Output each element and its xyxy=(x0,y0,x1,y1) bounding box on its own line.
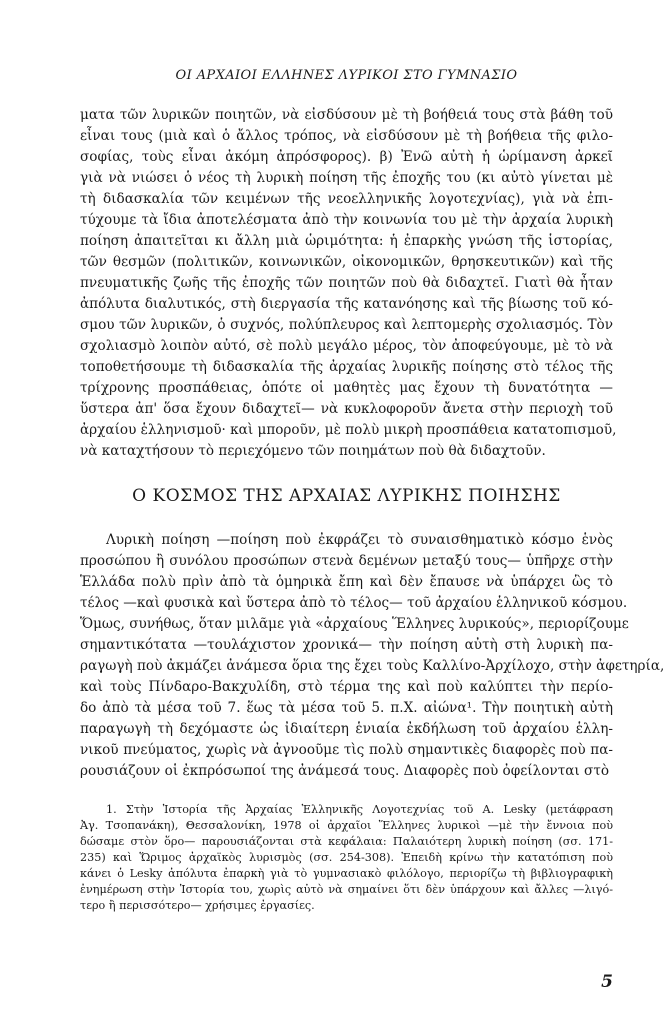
section-heading: Ο ΚΟΣΜΟΣ ΤΗΣ ΑΡΧΑΙΑΣ ΛΥΡΙΚΗΣ ΠΟΙΗΣΗΣ xyxy=(132,486,561,506)
text-line: τοποθετήσουμε τὴ διδασκαλία τῆς ἀρχαίας λυρικῆς ποίησης στὸ τέλος τῆς xyxy=(80,359,613,375)
text-line: ὕστερα ἀπ' ὅσα ἔχουν διδαχτεῖ— νὰ κυκλοφοροῦν ἄνετα στὴν περιοχὴ τοῦ xyxy=(80,401,613,417)
text-line: πνευματικῆς ζωῆς τῆς ἐποχῆς τῶν ποιητῶν ποὺ θὰ διδαχτεῖ. Γιατὶ θὰ ἦταν xyxy=(80,275,613,291)
footnote-1 xyxy=(80,802,613,914)
text-line: Ὅμως, συνήθως, ὅταν μιλᾶμε γιὰ «ἀρχαίους Ἕλληνες λυρικούς», περιορίζουμε xyxy=(80,616,629,632)
text-line: προσώπου ἢ συνόλου προσώπων στενὰ δεμένων μεταξύ τους— ὑπῆρχε στὴν xyxy=(80,553,613,569)
text-line: τὴ διδασκαλία τῶν κειμένων τῆς νεοελληνικῆς λογοτεχνίας), γιὰ νὰ ἐπι- xyxy=(80,191,613,207)
body-paragraph-1 xyxy=(80,105,617,462)
text-line: σμου τῶν λυρικῶν, ὁ συχνός, πολύπλευρος καὶ λεπτομερὴς σχολιασμός. Τὸν xyxy=(80,317,613,333)
text-line: σχολιασμὸ λοιπὸν αὐτό, σὲ πολὺ μεγάλο μέρος, τὸν ἀποφεύγουμε, μὲ τὸ νὰ xyxy=(80,338,613,354)
body-paragraph-2 xyxy=(80,530,665,782)
page-number: 5 xyxy=(601,972,613,992)
text-line: ποίηση ἀπαιτεῖται κι ἄλλη μιὰ ὡριμότητα: ἡ ἐπαρκὴς γνώση τῆς ἱστορίας, xyxy=(80,233,613,249)
text-line: τερο ἢ περισσότερο— χρήσιμες ἐργασίες. xyxy=(80,899,315,912)
text-line: νὰ καταχτήσουν τὸ περιεχόμενο τῶν ποιημάτων ποὺ θὰ διδαχτοῦν. xyxy=(80,443,546,459)
text-line: ἀρχαίου ἑλληνισμοῦ· καὶ μποροῦν, μὲ πολὺ μικρὴ προσπάθεια κατατοπισμοῦ, xyxy=(80,422,617,438)
text-line: ραγωγὴ ποὺ ἀκμάζει ἀνάμεσα ὅρια της ἔχει τοὺς Καλλίνο-Ἀρχίλοχο, στὴν ἀφετηρία, xyxy=(80,658,665,674)
text-line: καὶ τοὺς Πίνδαρο-Βακχυλίδη, στὸ τέρμα της καὶ ποὺ καλύπτει τὴν περίο- xyxy=(80,679,613,695)
text-line: Λυρικὴ ποίηση —ποίηση ποὺ ἐκφράζει τὸ συναισθηματικὸ κόσμο ἑνὸς xyxy=(106,532,613,548)
text-line: ἀπόλυτα διαλυτικός, στὴ διεργασία τῆς κατανόησης καὶ τῆς βίωσης τοῦ κό- xyxy=(80,296,613,312)
text-line: 235) καὶ Ὥριμος ἀρχαϊκὸς λυρισμὸς (σσ. 254-308). Ἐπειδὴ κρίνω τὴν κατατόπιση ποὺ xyxy=(80,851,613,864)
text-line: τύχουμε τὰ ἴδια ἀποτελέσματα ἀπὸ τὴν κοινωνία του μὲ τὴν ἀρχαία λυρικὴ xyxy=(80,212,613,228)
text-line: νικοῦ πνεύματος, χωρὶς νὰ ἀγνοοῦμε τὶς πολὺ σημαντικὲς διαφορὲς ποὺ πα- xyxy=(80,742,613,758)
text-line: Ἀγ. Τσοπανάκη), Θεσσαλονίκη, 1978 οἱ ἀρχαῖοι Ἕλληνες λυρικοὶ —μὲ τὴν ἔννοια ποὺ xyxy=(80,819,613,832)
text-line: δο ἀπὸ τὰ μέσα τοῦ 7. ἕως τὰ μέσα τοῦ 5. π.Χ. αἰώνα¹. Τὴν ποιητικὴ αὐτὴ xyxy=(80,700,613,716)
text-line: γιὰ νὰ νιώσει ὁ νέος τὴ λυρικὴ ποίηση τῆς ἐποχῆς του (κι αὐτὸ γίνεται μὲ xyxy=(80,170,613,186)
text-line: παραγωγὴ τὴ δεχόμαστε ὡς ἰδιαίτερη ἑνιαία ἐκδήλωση τοῦ ἀρχαίου ἑλλη- xyxy=(80,721,613,737)
footnotes xyxy=(80,802,613,914)
text-line: ματα τῶν λυρικῶν ποιητῶν, νὰ εἰσδύσουν μὲ τὴ βοήθειά τους στὰ βάθη τοῦ xyxy=(80,107,613,123)
text-line: Ἑλλάδα πολὺ πρὶν ἀπὸ τὰ ὁμηρικὰ ἔπη καὶ δὲν ἔπαυσε νὰ ὑπάρχει ὣς τὸ xyxy=(80,574,613,590)
text-line: τέλος —καὶ φυσικὰ καὶ ὕστερα ἀπὸ τὸ τέλος— τοῦ ἀρχαίου ἑλληνικοῦ κόσμου. xyxy=(80,595,628,611)
text-line: εἶναι τους (μιὰ καὶ ὁ ἄλλος τρόπος, νὰ εἰσδύσουν μὲ τὴ βοήθεια τῆς φιλο- xyxy=(80,128,613,144)
text-line: δώσαμε στὸν ὅρο— παρουσιάζονται στὰ κεφάλαια: Παλαιότερη λυρικὴ ποίηση (σσ. 171- xyxy=(80,835,613,848)
text-line: 1. Στὴν Ἱστορία τῆς Ἀρχαίας Ἑλληνικῆς Λογοτεχνίας τοῦ A. Lesky (μετάφραση xyxy=(106,803,613,816)
text-line: σημαντικότατα —τουλάχιστον χρονικά— τὴν ποίηση αὐτὴ στὴ λυρικὴ πα- xyxy=(80,637,613,653)
text-line: κάνει ὁ Lesky ἀπόλυτα ἐπαρκὴ γιὰ τὸ γυμνασιακὸ φιλόλογο, περιορίζω τὴ βιβλιογραφικὴ xyxy=(80,867,613,880)
text-line: τρίχρονης προσπάθειας, ὁπότε οἱ μαθητὲς μας ἔχουν τὴ δυνατότητα — xyxy=(80,380,613,396)
text-line: ἐνημέρωση στὴν Ἱστορία του, χωρὶς αὐτὸ νὰ σημαίνει ὅτι δὲν ὑπάρχουν καὶ ἄλλες —λιγό- xyxy=(80,883,613,896)
text-line: τῶν θεσμῶν (πολιτικῶν, κοινωνικῶν, οἰκονομικῶν, θρησκευτικῶν) καὶ τῆς xyxy=(80,254,613,270)
text-line: σοφίας, τοὺς εἶναι ἀκόμη ἀπρόσφορος). β) Ἐνῶ αὐτὴ ἡ ὡρίμανση ἀρκεῖ xyxy=(80,149,613,165)
running-head: ΟΙ ΑΡΧΑΙΟΙ ΕΛΛΗΝΕΣ ΛΥΡΙΚΟΙ ΣΤΟ ΓΥΜΝΑΣΙΟ xyxy=(175,68,518,83)
text-line: ρουσιάζουν οἱ ἐκπρόσωποί της ἀνάμεσά τους. Διαφορὲς ποὺ ὀφείλονται στὸ xyxy=(80,763,610,779)
